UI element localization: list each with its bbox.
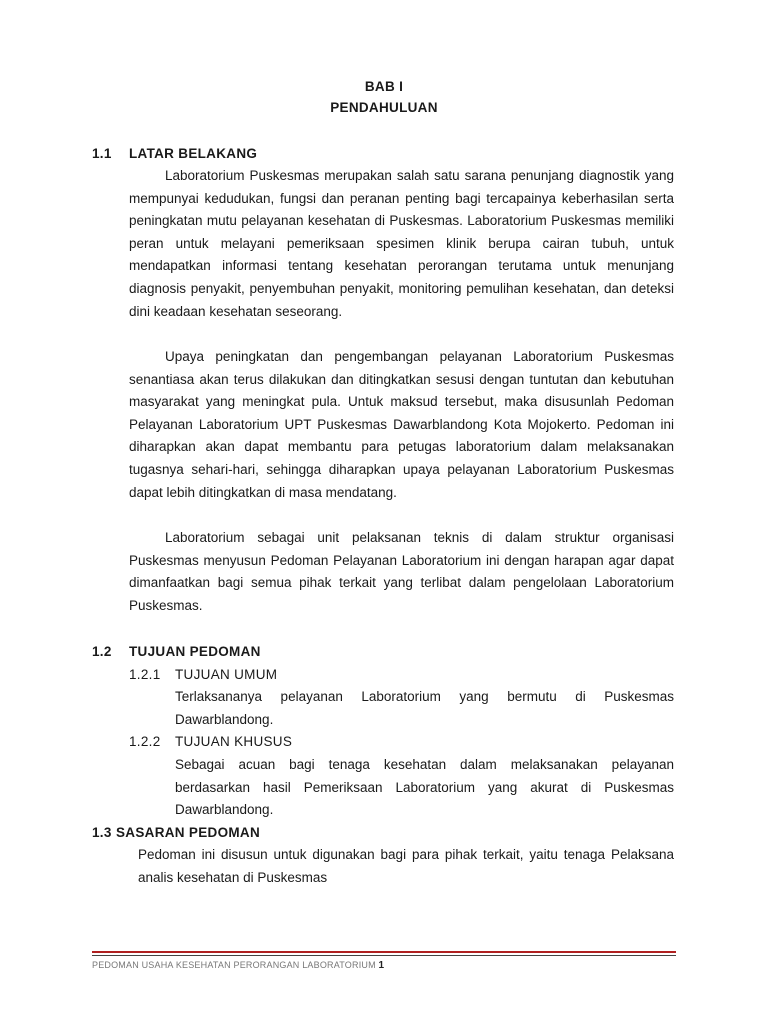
section-heading-1-1 xyxy=(92,146,257,161)
subsection-title: TUJUAN KHUSUS xyxy=(175,734,293,749)
footer-rule-dark xyxy=(92,955,676,956)
section-title: SASARAN PEDOMAN xyxy=(116,825,261,840)
subsection-heading-1-2-1 xyxy=(129,667,277,682)
footer-title: PEDOMAN USAHA KESEHATAN PERORANGAN LABORATORIUM xyxy=(92,960,376,970)
page-number: 1 xyxy=(378,960,385,971)
section-number: 1.2 xyxy=(92,644,112,659)
paragraph: Laboratorium sebagai unit pelaksanan teknis di dalam struktur organisasi Puskesmas menyusun Pedoman Pelayanan Laboratorium ini dengan harapan agar dapat dimanfaatkan bagi semua pihak terkait yang terlibat dalam pengelolaan Laboratorium Puskesmas. xyxy=(129,530,674,613)
section-number: 1.1 xyxy=(92,146,112,161)
subsection-number: 1.2.1 xyxy=(129,667,161,682)
footer xyxy=(92,960,384,971)
chapter-number: BAB I xyxy=(364,79,404,94)
footer-rule-red xyxy=(92,951,676,953)
subsection-title: TUJUAN UMUM xyxy=(175,667,278,682)
section-title: TUJUAN PEDOMAN xyxy=(129,644,261,659)
paragraph: Laboratorium Puskesmas merupakan salah satu sarana penunjang diagnostik yang mempunyai kedudukan, fungsi dan peranan penting bagi tercapainya keberhasilan serta peningkatan mutu pelayanan kesehatan di Puskesmas. Laboratorium Puskesmas memiliki peran untuk melayani pemeriksaan spesimen klinik berupa cairan tubuh, untuk mendapatkan informasi tentang kesehatan perorangan terutama untuk menunjang diagnosis penyakit, penyembuhan penyakit, monitoring pemulihan kesehatan, dan deteksi dini keadaan kesehatan seseorang. xyxy=(129,168,674,319)
chapter-title: PENDAHULUAN xyxy=(330,100,438,115)
section-title: LATAR BELAKANG xyxy=(129,146,258,161)
section-heading-1-3 xyxy=(92,825,260,840)
paragraph: Upaya peningkatan dan pengembangan pelayanan Laboratorium Puskesmas senantiasa akan terus dilakukan dan ditingkatkan sesusi dengan tuntutan dan kebutuhan masyarakat yang meningkat pula. Untuk maksud tersebut, maka disusunlah Pedoman Pelayanan Laboratorium UPT Puskesmas Dawarblandong Kota Mojokerto. Pedoman ini diharapkan akan dapat membantu para petugas laboratorium dalam melaksanakan tugasnya sehari-hari, sehingga diharapkan upaya pelayanan Laboratorium Puskesmas dapat lebih ditingkatkan di masa mendatang. xyxy=(129,349,674,500)
subsection-heading-1-2-2 xyxy=(129,734,292,749)
subsection-number: 1.2.2 xyxy=(129,734,161,749)
paragraph: Pedoman ini disusun untuk digunakan bagi para pihak terkait, yaitu tenaga Pelaksana analis kesehatan di Puskesmas xyxy=(138,847,674,885)
section-heading-1-2 xyxy=(92,644,261,659)
paragraph: Terlaksananya pelayanan Laboratorium yang bermutu di Puskesmas Dawarblandong. xyxy=(175,689,674,727)
section-number: 1.3 xyxy=(92,825,112,840)
paragraph: Sebagai acuan bagi tenaga kesehatan dalam melaksanakan pelayanan berdasarkan hasil Pemeriksaan Laboratorium yang akurat di Puskesmas Dawarblandong. xyxy=(175,757,674,818)
